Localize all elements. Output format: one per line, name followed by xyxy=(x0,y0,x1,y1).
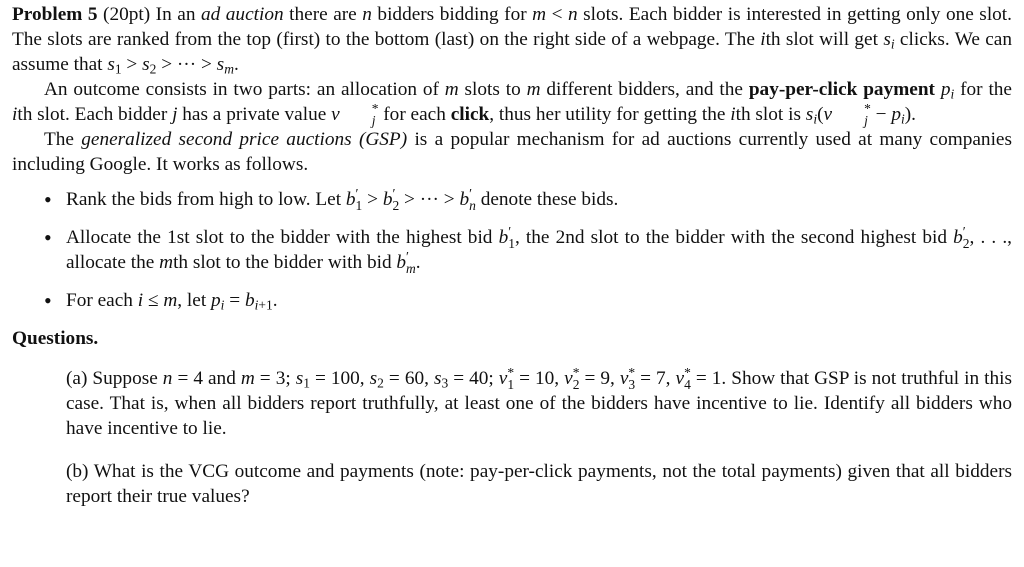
question-a-label: (a) xyxy=(66,368,88,389)
rule-payment: • For each i ≤ m, let $p_i = b_{i+1}$. xyxy=(66,288,1012,313)
question-a: (a) Suppose n = 4 and m = 3; $s_1 = 100$, $s_2 = 60$, $s_3 = 40$; v * 1 = 10, v * 2 = 9, v * 3 = 7, v * 4 = 1. Show that GSP is not truthful in this case. That is, when all bidders report truthfully, at least one of the bidders have incentive to lie. Identify all bidders who have incentive to lie. xyxy=(66,365,1013,439)
questions-heading: Questions. xyxy=(12,328,99,349)
question-b-text: What is the VCG outcome and payments (note: pay-per-click payments, not the total payments) given that all bidders report their true values? xyxy=(66,461,1012,507)
problem-label: Problem 5 xyxy=(12,4,98,25)
problem-intro: Problem 5 (20pt) In an ad auction there are n bidders bidding for m < n slots. Each bidder is interested in getting only one slot. The slots are ranked from the top (first) to the bottom (last) on the right side of a webpage. The ith slot will get $s_i$ clicks. We can assume that $s_1 > s_2$ > ··· > $s_m$. xyxy=(12,4,1012,77)
gsp-rules-list xyxy=(12,187,1012,313)
term-click: click xyxy=(450,104,490,125)
term-pay-per-click: pay-per-click payment xyxy=(748,79,935,100)
rule-rank: • Rank the bids from high to low. Let b ′ 1 > b ′ 2 > ··· > b ′ n denote these bids. xyxy=(66,187,1012,212)
question-b-label: (b) xyxy=(66,461,89,482)
problem-points: (20pt) xyxy=(103,4,151,25)
gsp-paragraph: The generalized second price auctions (GSP) is a popular mechanism for ad auctions currently used at many companies including Google. It works as follows. xyxy=(12,129,1012,175)
question-b xyxy=(66,459,1012,509)
outcome-paragraph: An outcome consists in two parts: an allocation of m slots to m different bidders, and the pay-per-click payment $p_i$ for the ith slot. Each bidder j has a private value v * j for each click, thus her utility for getting the ith slot is $s_i(v$ * j − $p_i$). xyxy=(12,79,1012,128)
term-gsp: generalized second price auctions (GSP) xyxy=(81,129,408,150)
term-ad-auction: ad auction xyxy=(200,4,284,25)
rule-allocate: • Allocate the 1st slot to the bidder with the highest bid b ′ 1 , the 2nd slot to the bidder with the second highest bid b ′ 2 , . . ., allocate the mth slot to the bidder with bid b ′ m . xyxy=(66,225,1012,275)
